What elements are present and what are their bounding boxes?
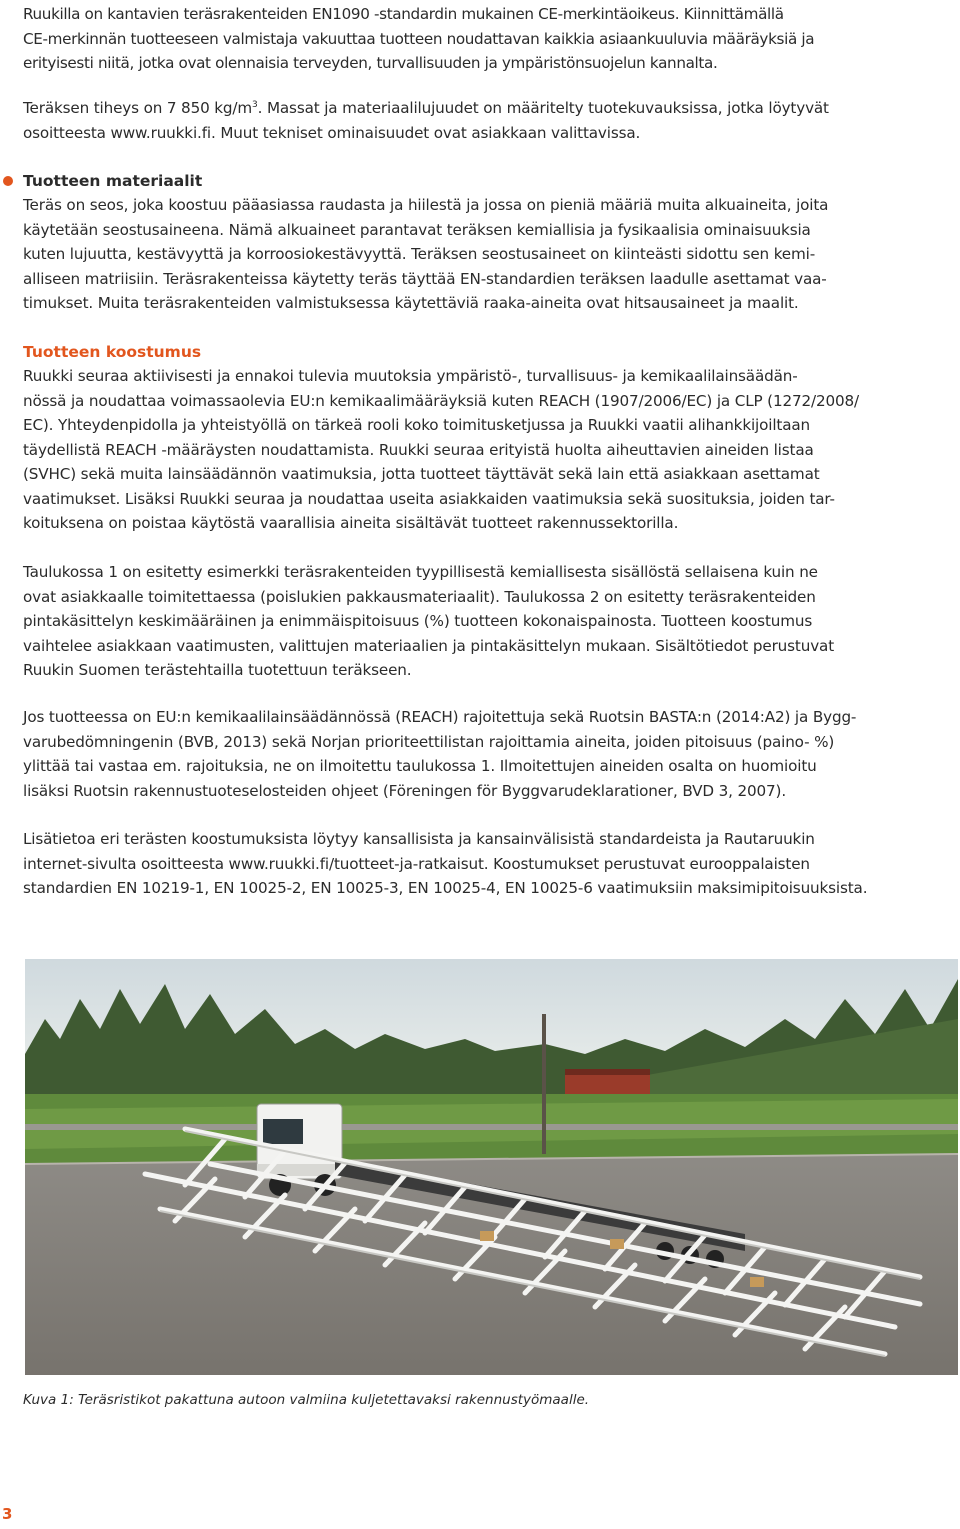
tables-paragraph: Taulukossa 1 on esitetty esimerkki teräsrakenteiden tyypillisestä kemiallisesta sisällöstä sellaisena kuin ne ovat asiakkaalle toimitettaessa (poislukien pakkausmateriaalit). Taulukossa 2 on esitetty teräsrakenteiden pintakäsittelyn keskimääräinen ja enimmäispitoisuus (%) tuotteen kokonaispainosta. Tuotteen koostumus vaihtelee asiakkaan vaatimusten, valittujen materiaalien ja pintakäsittelyn mukaan. Sisältötiedot perustuvat Ruukin Suomen terästehtailla tuotettuun teräkseen. <box>23 563 834 679</box>
intro-line-1: Ruukilla on kantavien teräsrakenteiden EN1090 -standardin mukainen CE-merkintäoikeus. Kiinnittämällä <box>23 5 784 23</box>
bullet-dot-icon <box>3 176 13 186</box>
materials-heading: Tuotteen materiaalit <box>23 172 203 190</box>
intro-line-3: erityisesti niitä, jotka ovat olennaisia terveyden, turvallisuuden ja ympäristönsuojelun kannalta. <box>23 54 718 72</box>
reach-paragraph: Jos tuotteessa on EU:n kemikaalilainsäädännössä (REACH) rajoitettuja sekä Ruotsin BASTA:n (2014:A2) ja Bygg- varubedömningenin (BVB, 2013) sekä Norjan prioriteettilistan rajoittamia aineita, joiden pitoisuus (paino- %) ylittää tai vastaa em. rajoituksia, ne on ilmoitettu taulukossa 1. Ilmoitettujen aineiden osalta on huomioitu lisäksi Ruotsin rakennustuoteselosteiden ohjeet (Föreningen för Byggvarudeklarationer, BVD 3, 2007). <box>23 708 857 800</box>
composition-heading: Tuotteen koostumus <box>23 343 202 361</box>
figure-caption: Kuva 1: Teräsristikot pakattuna autoon valmiina kuljetettavaksi rakennustyömaalle. <box>23 1392 590 1408</box>
info-paragraph: Lisätietoa eri terästen koostumuksista löytyy kansallisista ja kansainvälisistä standardeista ja Rautaruukin internet-sivulta osoitteesta www.ruukki.fi/tuotteet-ja-ratkaisut. Koostumukset perustuvat eurooppalaisten standardien EN 10219-1, EN 10025-2, EN 10025-3, EN 10025-4, EN 10025-6 vaatimuksiin maksimipitoisuuksista. <box>23 830 868 897</box>
density-line-2: osoitteesta www.ruukki.fi. Muut tekniset ominaisuudet ovat asiakkaan valittavissa. <box>23 123 641 142</box>
intro-line-2: CE-merkinnän tuotteeseen valmistaja vakuuttaa tuotteen noudattavan kaikkia asiaankuuluvia määräyksiä ja <box>23 29 815 48</box>
density-superscript: 3 <box>252 99 258 110</box>
materials-paragraph: Teräs on seos, joka koostuu pääasiassa raudasta ja hiilestä ja jossa on pieniä määriä muita alkuaineita, joita käytetään seostusaineena. Nämä alkuaineet parantavat teräksen kemiallisia ja fysikaalisia ominaisuuksia kuten lujuutta, kestävyyttä ja korroosiokestävyyttä. Teräksen seostusaineet on kiinteästi sidottu sen kemi- alliseen matriisiin. Teräsrakenteissa käytetty teräs täyttää EN-standardien teräksen laadulle asettamat vaa- timukset. Muita teräsrakenteiden valmistuksessa käytettäviä raaka-aineita ovat hitsausaineet ja maalit. <box>23 196 829 312</box>
page-number: 3 <box>2 1505 13 1523</box>
density-paragraph <box>23 96 953 145</box>
density-rest: . Massat ja materiaalilujuudet on määritelty tuotekuvauksissa, jotka löytyvät <box>257 99 829 117</box>
intro-paragraph <box>23 2 953 76</box>
composition-paragraph: Ruukki seuraa aktiivisesti ja ennakoi tulevia muutoksia ympäristö-, turvallisuus- ja kemikaalilainsäädän- nössä ja noudattaa voimassaolevia EU:n kemikaalimääräyksiä kuten REACH (1907/2006/EC) ja CLP (1272/2008/ EC). Yhteydenpidolla ja yhteistyöllä on tärkeä rooli koko toimitusketjussa ja Ruukki vaatii alihankkijoiltaan täydellistä REACH -määräysten noudattamista. Ruukki seuraa erityistä huolta aiheuttavien aineiden listaa (SVHC) sekä muita lainsäädännön vaatimuksia, jotta tuotteet täyttävät sekä lain että asiakkaan asettamat vaatimukset. Lisäksi Ruukki seuraa ja noudattaa useita asiakkaiden vaatimuksia sekä suosituksia, joiden tar- koituksena on poistaa käytöstä vaarallisia aineita sisältävät tuotteet rakennussektorilla. <box>23 367 859 532</box>
truck-photo <box>25 959 958 1375</box>
density-prefix: Teräksen tiheys on 7 850 kg/m <box>23 99 253 117</box>
